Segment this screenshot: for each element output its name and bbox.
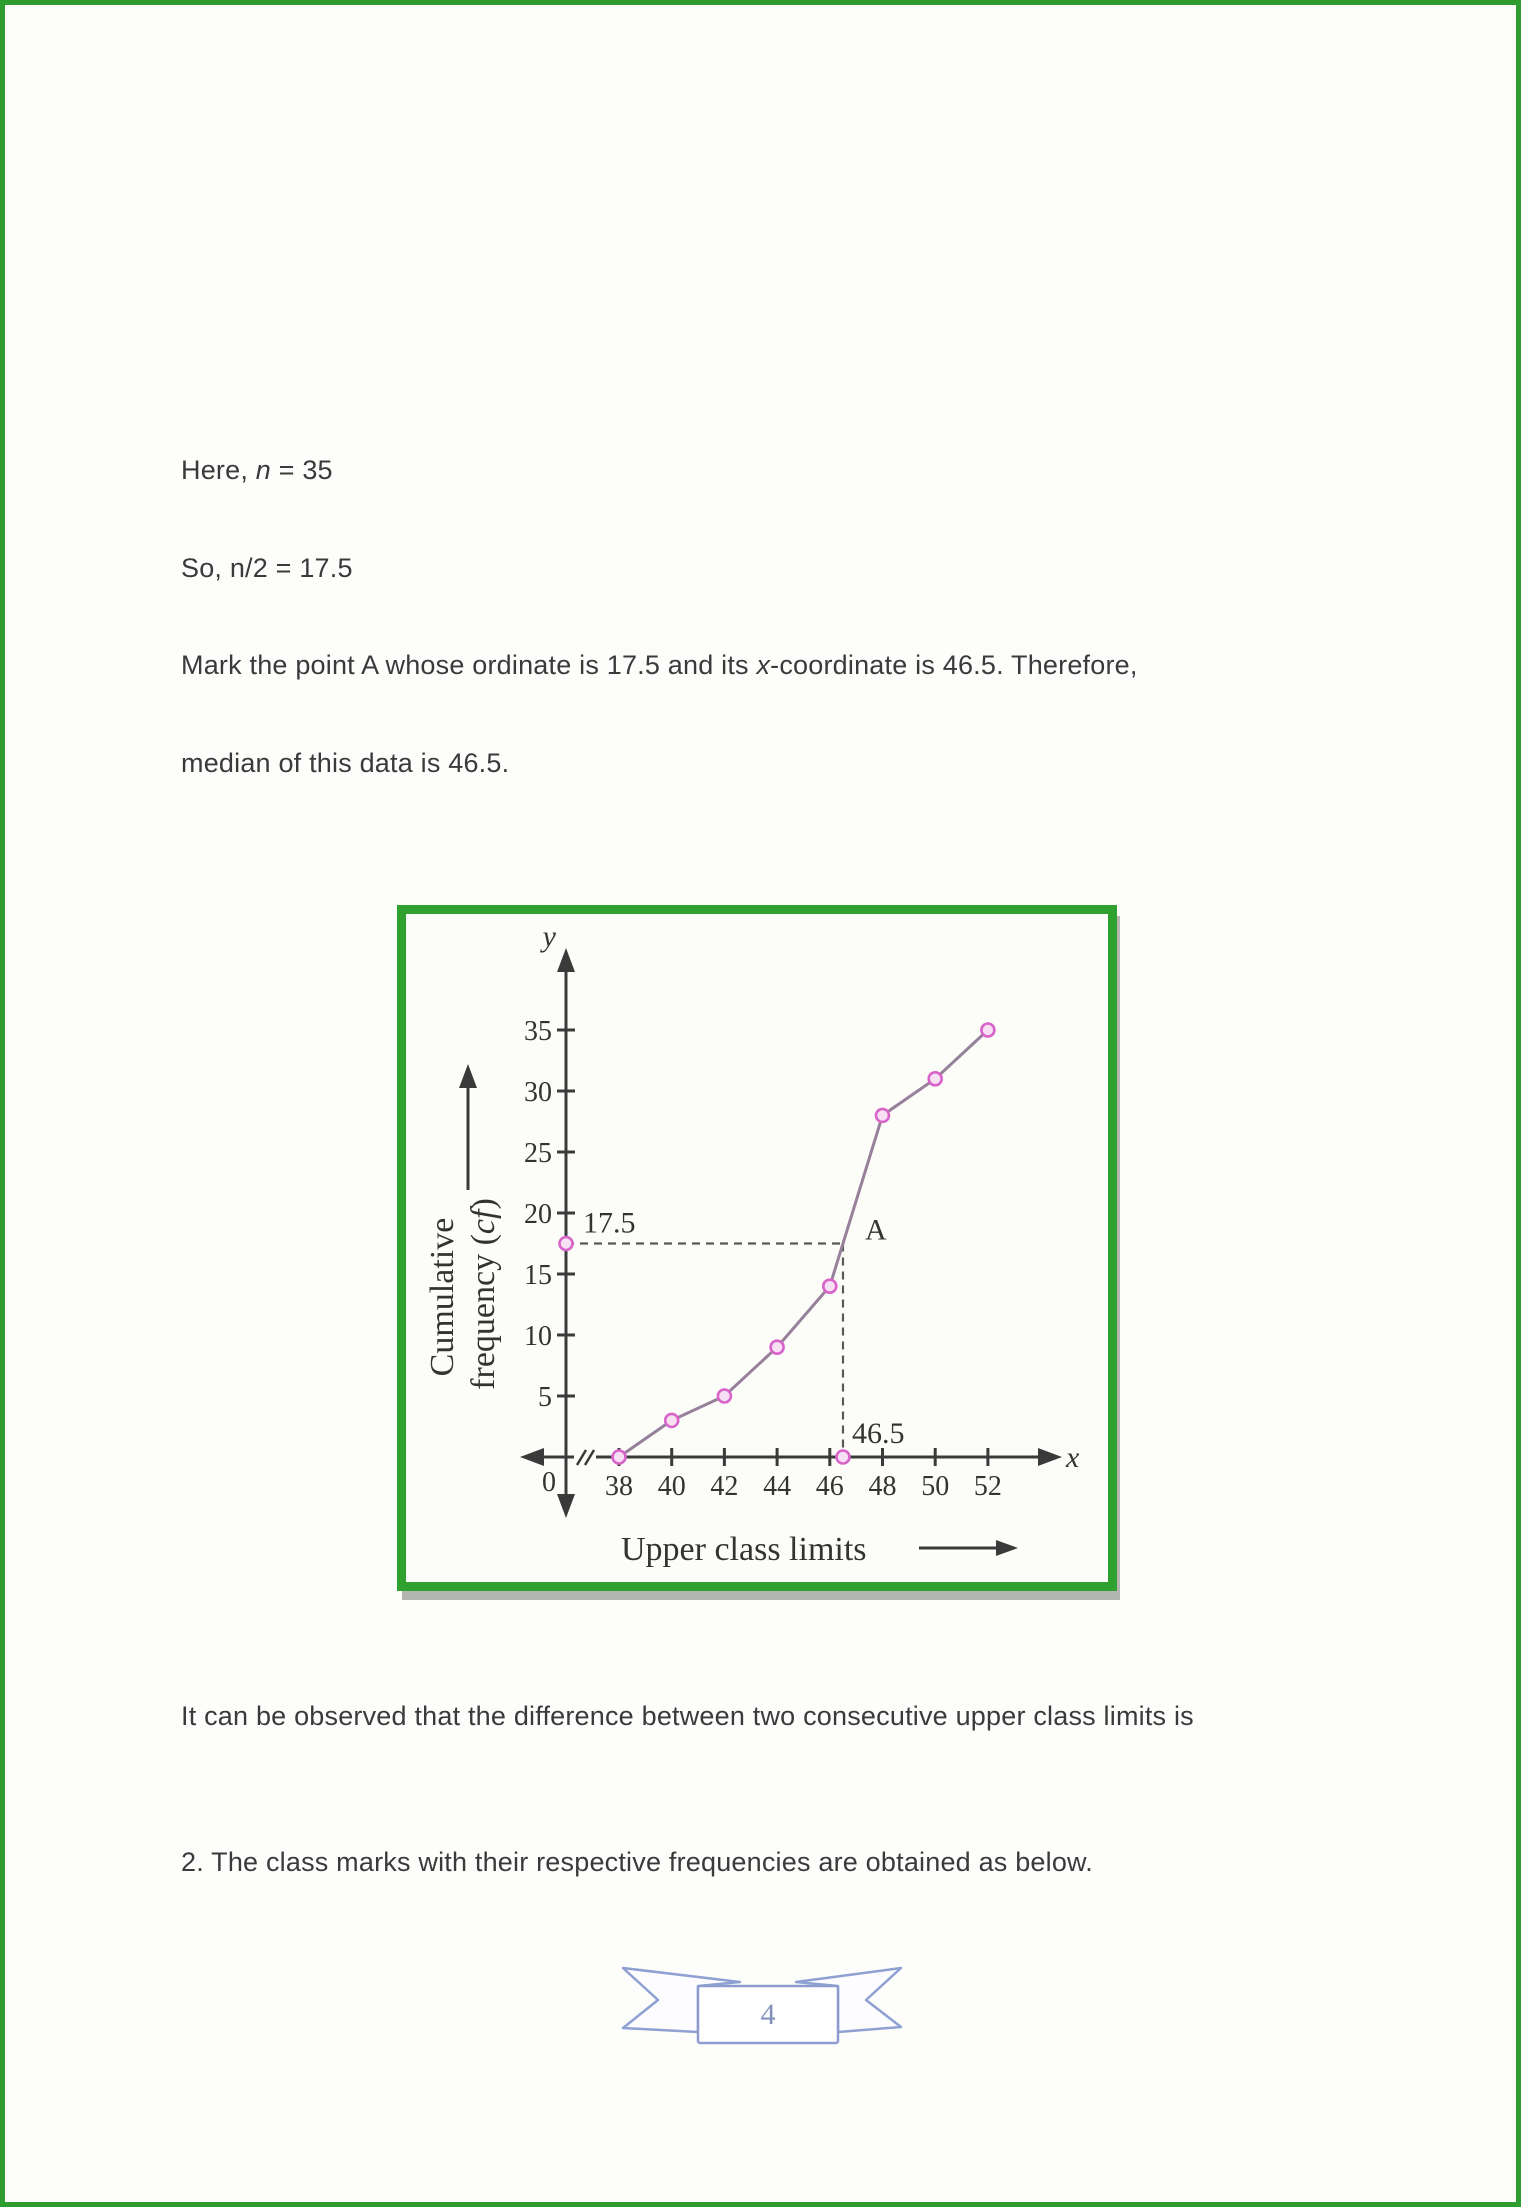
y-tick-label: 5 (538, 1382, 552, 1413)
data-point-marker (771, 1341, 784, 1354)
data-point-marker (613, 1451, 626, 1464)
y-axis-title-freq: frequency ( (465, 1234, 502, 1390)
x-tick-label: 42 (710, 1471, 739, 1502)
x-axis-letter: x (1066, 1441, 1080, 1474)
x-tick-label: 52 (973, 1471, 1002, 1502)
data-point-marker (718, 1390, 731, 1403)
text-class-marks-line: 2. The class marks with their respective frequencies are obtained as below. (181, 1847, 1093, 1877)
data-point-marker (981, 1024, 994, 1037)
y-tick-label: 25 (524, 1138, 552, 1169)
ogive-dynamic-layer (524, 1016, 1002, 1502)
text-mark-prefix: Mark the point A whose ordinate is 17.5 and its (181, 650, 757, 680)
y-axis-title-close: ) (465, 1198, 502, 1210)
ogive-curve (619, 1030, 988, 1457)
page-number-ribbon (617, 1959, 907, 2069)
x-tick-label: 48 (868, 1471, 897, 1502)
y-tick-label: 15 (524, 1260, 552, 1291)
ogive-chart-frame (397, 905, 1117, 1591)
data-point-marker (876, 1109, 889, 1122)
y-tick-label: 10 (524, 1321, 552, 1352)
y-tick-label: 35 (524, 1016, 552, 1047)
text-here-prefix: Here, (181, 455, 256, 485)
data-point-marker (665, 1414, 678, 1427)
y-axis-title-cf: cf (465, 1209, 502, 1235)
y-axis-letter: y (542, 920, 556, 953)
x-tick-label: 44 (763, 1471, 792, 1502)
text-observed-line: It can be observed that the difference between two consecutive upper class limits is (181, 1701, 1194, 1731)
x-axis-arrow-right-icon (1038, 1448, 1062, 1466)
median-x-axis-marker (836, 1451, 849, 1464)
text-mark-rest: -coordinate is 46.5. Therefore, (770, 650, 1138, 680)
y-axis-title-line2 (465, 1198, 502, 1390)
y-axis-arrow-up-icon (557, 948, 575, 972)
ogive-chart (406, 914, 1108, 1582)
ylabel-arrow-up-icon (459, 1064, 477, 1088)
y-axis-arrow-down-icon (557, 1494, 575, 1518)
y-axis-title-line1: Cumulative (424, 1217, 461, 1377)
median-x-value-label: 46.5 (851, 1417, 905, 1450)
text-here-var: n (255, 455, 271, 485)
x-axis-arrow-left-icon (520, 1448, 544, 1466)
text-here-n (181, 455, 333, 486)
median-point-a-label: A (864, 1213, 887, 1247)
y-tick-label: 20 (524, 1199, 552, 1230)
text-mark-var: x (756, 650, 771, 680)
x-tick-label: 46 (815, 1471, 844, 1502)
text-here-rest: = 35 (270, 455, 333, 485)
x-axis-title-arrow-icon (996, 1540, 1018, 1556)
y-tick-label: 30 (524, 1077, 552, 1108)
ribbon-graphic (617, 1959, 907, 2069)
x-axis-title: Upper class limits (621, 1531, 867, 1568)
median-y-value-label: 17.5 (583, 1206, 636, 1240)
x-tick-label: 50 (921, 1471, 950, 1502)
origin-label: 0 (542, 1467, 556, 1498)
data-point-marker (929, 1072, 942, 1085)
x-tick-label: 40 (657, 1471, 686, 1502)
text-mark-line (181, 650, 1138, 681)
text-median-line: median of this data is 46.5. (181, 748, 510, 778)
page-number: 4 (760, 1998, 776, 2031)
median-y-axis-marker (560, 1237, 573, 1250)
text-so-line: So, n/2 = 17.5 (181, 553, 353, 583)
x-tick-label: 38 (605, 1471, 633, 1502)
data-point-marker (823, 1280, 836, 1293)
